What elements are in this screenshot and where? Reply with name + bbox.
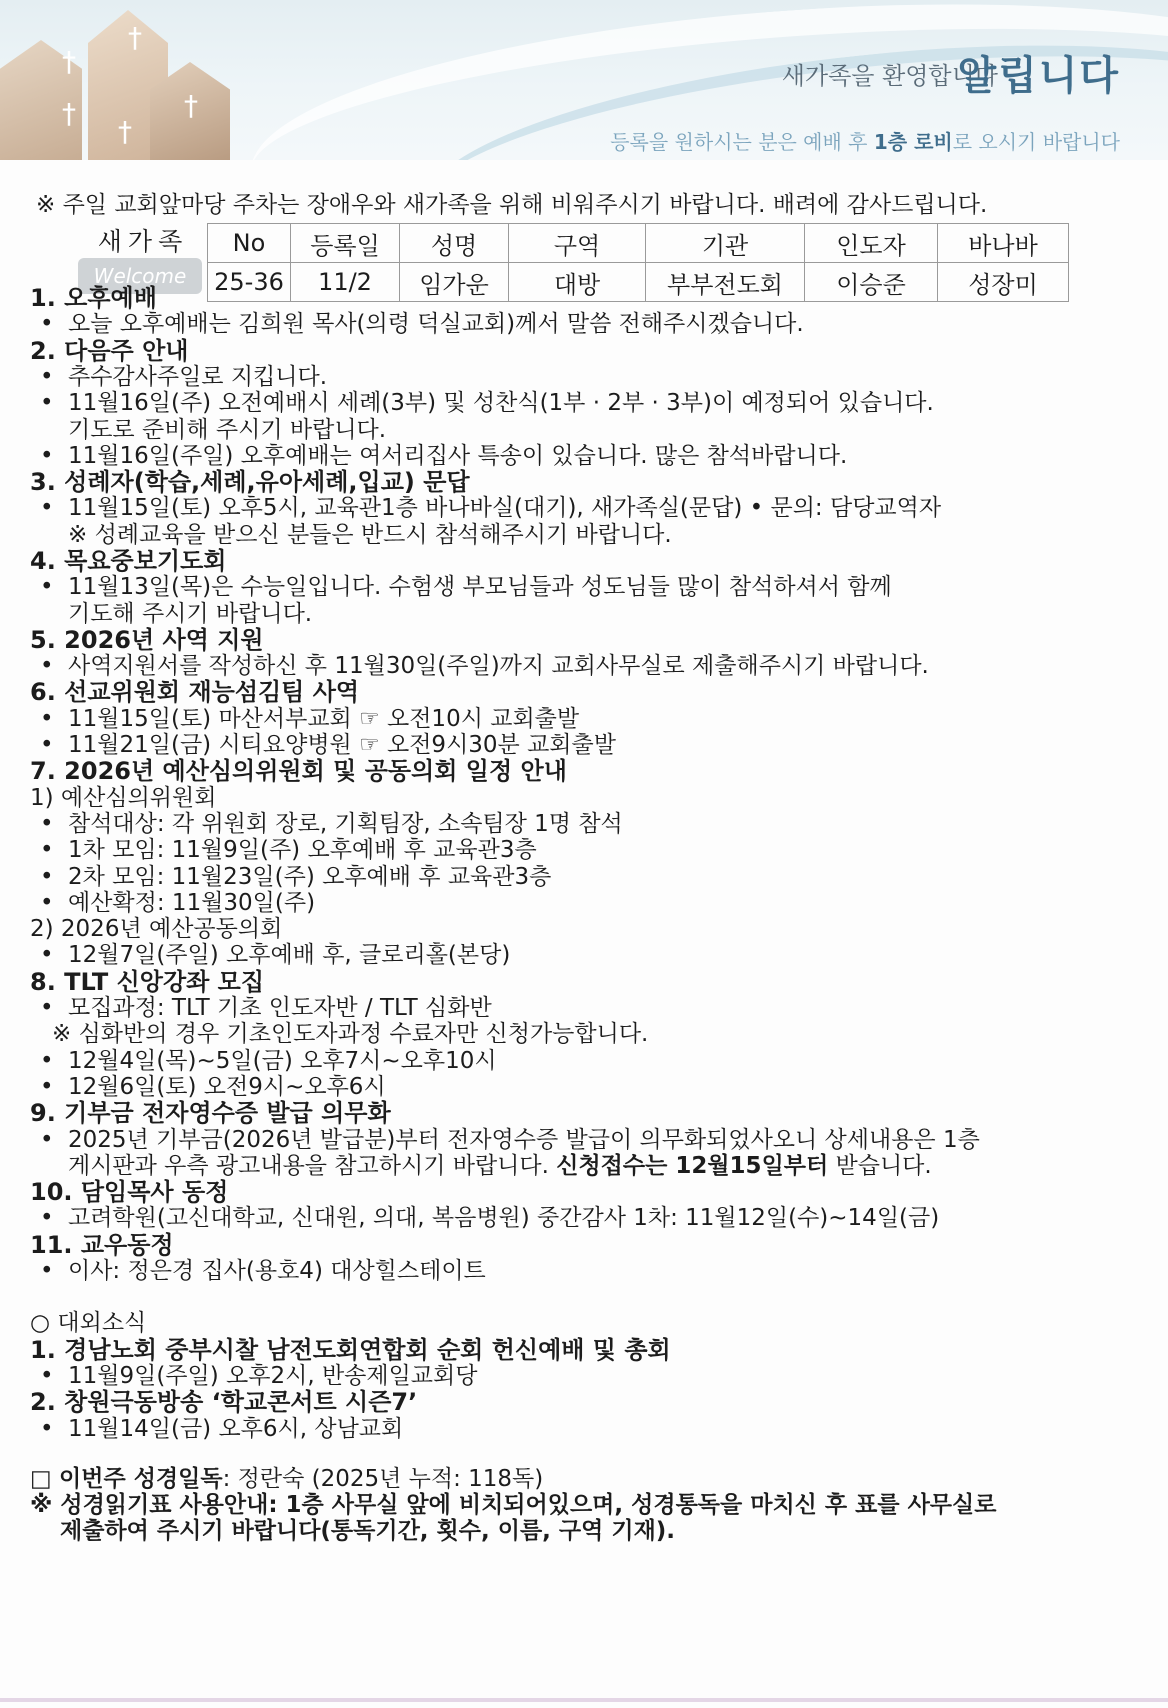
item-text: 예산확정: 11월30일(주) (68, 890, 316, 916)
bible-reading-title: 이번주 성경일독 (59, 1466, 223, 1492)
section-heading (30, 468, 470, 496)
bullet-icon: • (40, 364, 54, 390)
table-cell: 임가운 (400, 263, 509, 302)
bottom-border (0, 1698, 1168, 1702)
table-header-cell: 성명 (400, 224, 509, 263)
list-item (40, 889, 315, 917)
list-item (68, 600, 312, 628)
bullet-icon: • (40, 732, 54, 758)
table-header-cell: No (208, 224, 291, 263)
section-heading (30, 1178, 228, 1206)
list-item (68, 1152, 932, 1180)
item-text: 5. 2026년 사역 지원 (30, 626, 264, 654)
item-text: 고려학원(고신대학교, 신대원, 의대, 복음병원) 중간감사 1차: 11월12일(수)~14일(금) (68, 1205, 940, 1231)
bullet-icon: • (40, 942, 54, 968)
welcome-badge: Welcome (78, 258, 202, 294)
list-item (40, 494, 941, 522)
list-item (40, 1047, 497, 1075)
bullet-icon: • (40, 574, 54, 600)
item-text: 오늘 오후예배는 김희원 목사(의령 덕실교회)께서 말씀 전해주시겠습니다. (68, 311, 804, 337)
table-cell: 25-36 (208, 263, 291, 302)
bullet-icon: • (40, 864, 54, 890)
list-item (52, 1020, 648, 1048)
bible-reading-note: ※ 성경읽기표 사용안내: 1층 사무실 앞에 비치되어있으며, 성경통독을 마치신 후 표를 사무실로 (30, 1492, 997, 1518)
table-header-cell: 인도자 (805, 224, 938, 263)
item-text: ※ 심화반의 경우 기초인도자과정 수료자만 신청가능합니다. (52, 1021, 649, 1047)
item-text: 2. 창원극동방송 ‘학교콘서트 시즌7’ (30, 1388, 418, 1416)
table-cell: 대방 (509, 263, 646, 302)
list-item (40, 863, 551, 891)
cross-icon: † (184, 89, 198, 122)
item-text: ※ 성례교육을 받으신 분들은 반드시 참석해주시기 바랍니다. (68, 522, 672, 548)
item-text: 2. 다음주 안내 (30, 337, 189, 365)
bullet-icon: • (40, 311, 54, 337)
item-text: 11월16일(주) 오전예배시 세례(3부) 및 성찬식(1부 · 2부 · 3부)이 예정되어 있습니다. (68, 390, 934, 416)
bullet-icon: • (40, 890, 54, 916)
item-text: 1. 오후예배 (30, 284, 157, 312)
item-text: 모집과정: TLT 기초 인도자반 / TLT 심화반 (68, 995, 492, 1021)
cross-icon: † (128, 21, 142, 54)
bullet-icon: • (40, 837, 54, 863)
bullet-icon: • (40, 495, 54, 521)
bullet-icon: • (40, 443, 54, 469)
list-item (40, 442, 847, 470)
list-item (40, 994, 492, 1022)
item-text: 받습니다. (828, 1153, 932, 1179)
table-cell: 이승준 (805, 263, 938, 302)
wooden-houses-image (0, 0, 230, 160)
item-text: 참석대상: 각 위원회 장로, 기획팀장, 소속팀장 1명 참석 (68, 811, 623, 837)
list-item (40, 1257, 486, 1285)
item-text: 게시판과 우측 광고내용을 참고하시기 바랍니다. (68, 1153, 557, 1179)
bullet-icon: • (40, 1074, 54, 1100)
section-heading (30, 1388, 417, 1416)
page-title: 알립니다 (957, 53, 1120, 99)
list-item (68, 521, 672, 549)
item-text: 10. 담임목사 동정 (30, 1178, 229, 1206)
list-item (40, 310, 804, 338)
table-row (208, 263, 1069, 302)
bullet-icon: • (40, 995, 54, 1021)
bullet-icon: • (40, 1127, 54, 1153)
item-text: 사역지원서를 작성하신 후 11월30일(주일)까지 교회사무실로 제출해주시기 바랍니다. (68, 653, 929, 679)
item-text: 2) 2026년 예산공동의회 (30, 916, 283, 942)
checkbox-icon: □ (30, 1466, 60, 1492)
table-header-cell: 구역 (509, 224, 646, 263)
table-cell: 11/2 (291, 263, 400, 302)
bible-reading-info: : 정란숙 (2025년 누적: 118독) (222, 1466, 544, 1492)
bullet-icon: • (40, 390, 54, 416)
item-text: 11월15일(토) 마산서부교회 ☞ 오전10시 교회출발 (68, 706, 580, 732)
bullet-icon: • (40, 653, 54, 679)
section-heading (30, 284, 157, 312)
item-text: ○ 대외소식 (30, 1310, 147, 1336)
item-text: 기도로 준비해 주시기 바랍니다. (68, 417, 387, 443)
item-text: 11월9일(주일) 오후2시, 반송제일교회당 (68, 1363, 478, 1389)
list-item (40, 705, 579, 733)
item-text: 이사: 정은경 집사(용호4) 대상힐스테이트 (68, 1258, 486, 1284)
parking-notice: ※ 주일 교회앞마당 주차는 장애우와 새가족을 위해 비워주시기 바랍니다. 배려에 감사드립니다. (36, 192, 988, 218)
list-item (40, 1073, 386, 1101)
item-text: 2차 모임: 11월23일(주) 오후예배 후 교육관3층 (68, 864, 552, 890)
bullet-icon: • (40, 1258, 54, 1284)
bullet-icon: • (40, 1205, 54, 1231)
list-item (40, 1204, 939, 1232)
list-item (40, 941, 510, 969)
bible-reading-line (30, 1465, 543, 1493)
section-heading (30, 1231, 174, 1259)
item-text: 11월13일(목)은 수능일입니다. 수험생 부모님들과 성도님들 많이 참석하셔서 함께 (68, 574, 892, 600)
table-header-cell: 바나바 (938, 224, 1069, 263)
section-heading (30, 968, 264, 996)
item-text: 12월6일(토) 오전9시~오후6시 (68, 1074, 386, 1100)
list-item (40, 810, 623, 838)
registration-note: 등록을 원하시는 분은 예배 후 1층 로비로 오시기 바랍니다 (610, 130, 1120, 154)
list-item (40, 1415, 403, 1443)
bullet-icon: • (40, 706, 54, 732)
list-item (40, 1362, 477, 1390)
subsection-label (30, 915, 282, 943)
section-heading (30, 678, 359, 706)
item-text: 기도해 주시기 바랍니다. (68, 601, 313, 627)
bullet-icon: • (40, 811, 54, 837)
item-text: 3. 성례자(학습,세례,유아세례,입교) 문답 (30, 468, 470, 496)
item-text: 6. 선교위원회 재능섬김팀 사역 (30, 678, 360, 706)
newcomer-label: 새가족 (97, 227, 189, 256)
table-header-row (208, 224, 1069, 263)
cross-icon: † (118, 115, 132, 148)
item-text: 12월4일(목)~5일(금) 오후7시~오후10시 (68, 1048, 497, 1074)
item-text: 9. 기부금 전자영수증 발급 의무화 (30, 1099, 391, 1127)
bullet-icon: • (40, 1363, 54, 1389)
section-heading (30, 1099, 391, 1127)
list-item (40, 652, 929, 680)
section-heading (30, 547, 226, 575)
table-cell: 부부전도회 (646, 263, 805, 302)
item-text: 11. 교우동정 (30, 1231, 174, 1259)
item-text: 8. TLT 신앙강좌 모집 (30, 968, 265, 996)
subsection-label (30, 1309, 146, 1337)
list-item (68, 416, 386, 444)
item-text: 7. 2026년 예산심의위원회 및 공동의회 일정 안내 (30, 757, 567, 785)
welcome-text: 새가족을 환영합니다 (781, 62, 998, 90)
table-header-cell: 등록일 (291, 224, 400, 263)
emphasis-text: 신청접수는 12월15일부터 (556, 1153, 829, 1179)
item-text: 1차 모임: 11월9일(주) 오후예배 후 교육관3층 (68, 837, 537, 863)
list-item (40, 573, 892, 601)
item-text: 11월21일(금) 시티요양병원 ☞ 오전9시30분 교회출발 (68, 732, 616, 758)
section-heading (30, 757, 567, 785)
bible-reading-note: 제출하여 주시기 바랍니다(통독기간, 횟수, 이름, 구역 기재). (60, 1518, 676, 1544)
item-text: 1) 예산심의위원회 (30, 785, 217, 811)
bullet-icon: • (40, 1416, 54, 1442)
section-heading (30, 1336, 671, 1364)
bullet-icon: • (40, 1048, 54, 1074)
item-text: 11월14일(금) 오후6시, 상남교회 (68, 1416, 404, 1442)
item-text: 12월7일(주일) 오후예배 후, 글로리홀(본당) (68, 942, 511, 968)
list-item (40, 363, 327, 391)
item-text: 1. 경남노회 중부시찰 남전도회연합회 순회 헌신예배 및 총회 (30, 1336, 671, 1364)
cross-icon: † (62, 97, 76, 130)
table-header-cell: 기관 (646, 224, 805, 263)
item-text: 4. 목요중보기도회 (30, 547, 227, 575)
cross-icon: † (62, 45, 76, 78)
section-heading (30, 337, 188, 365)
newcomer-table (207, 223, 1069, 302)
item-text: 2025년 기부금(2026년 발급분)부터 전자영수증 발급이 의무화되었사오니 상세내용은 1층 (68, 1127, 980, 1153)
subsection-label (30, 784, 216, 812)
list-item (40, 731, 616, 759)
list-item (40, 1126, 980, 1154)
item-text: 11월15일(토) 오후5시, 교육관1층 바나바실(대기), 새가족실(문답) • 문의: 담당교역자 (68, 495, 942, 521)
table-cell: 성장미 (938, 263, 1069, 302)
section-heading (30, 626, 264, 654)
list-item (40, 836, 537, 864)
item-text: 추수감사주일로 지킵니다. (68, 364, 328, 390)
list-item (40, 389, 934, 417)
page-header (0, 0, 1168, 160)
item-text: 11월16일(주일) 오후예배는 여서리집사 특송이 있습니다. 많은 참석바랍니다. (68, 443, 848, 469)
